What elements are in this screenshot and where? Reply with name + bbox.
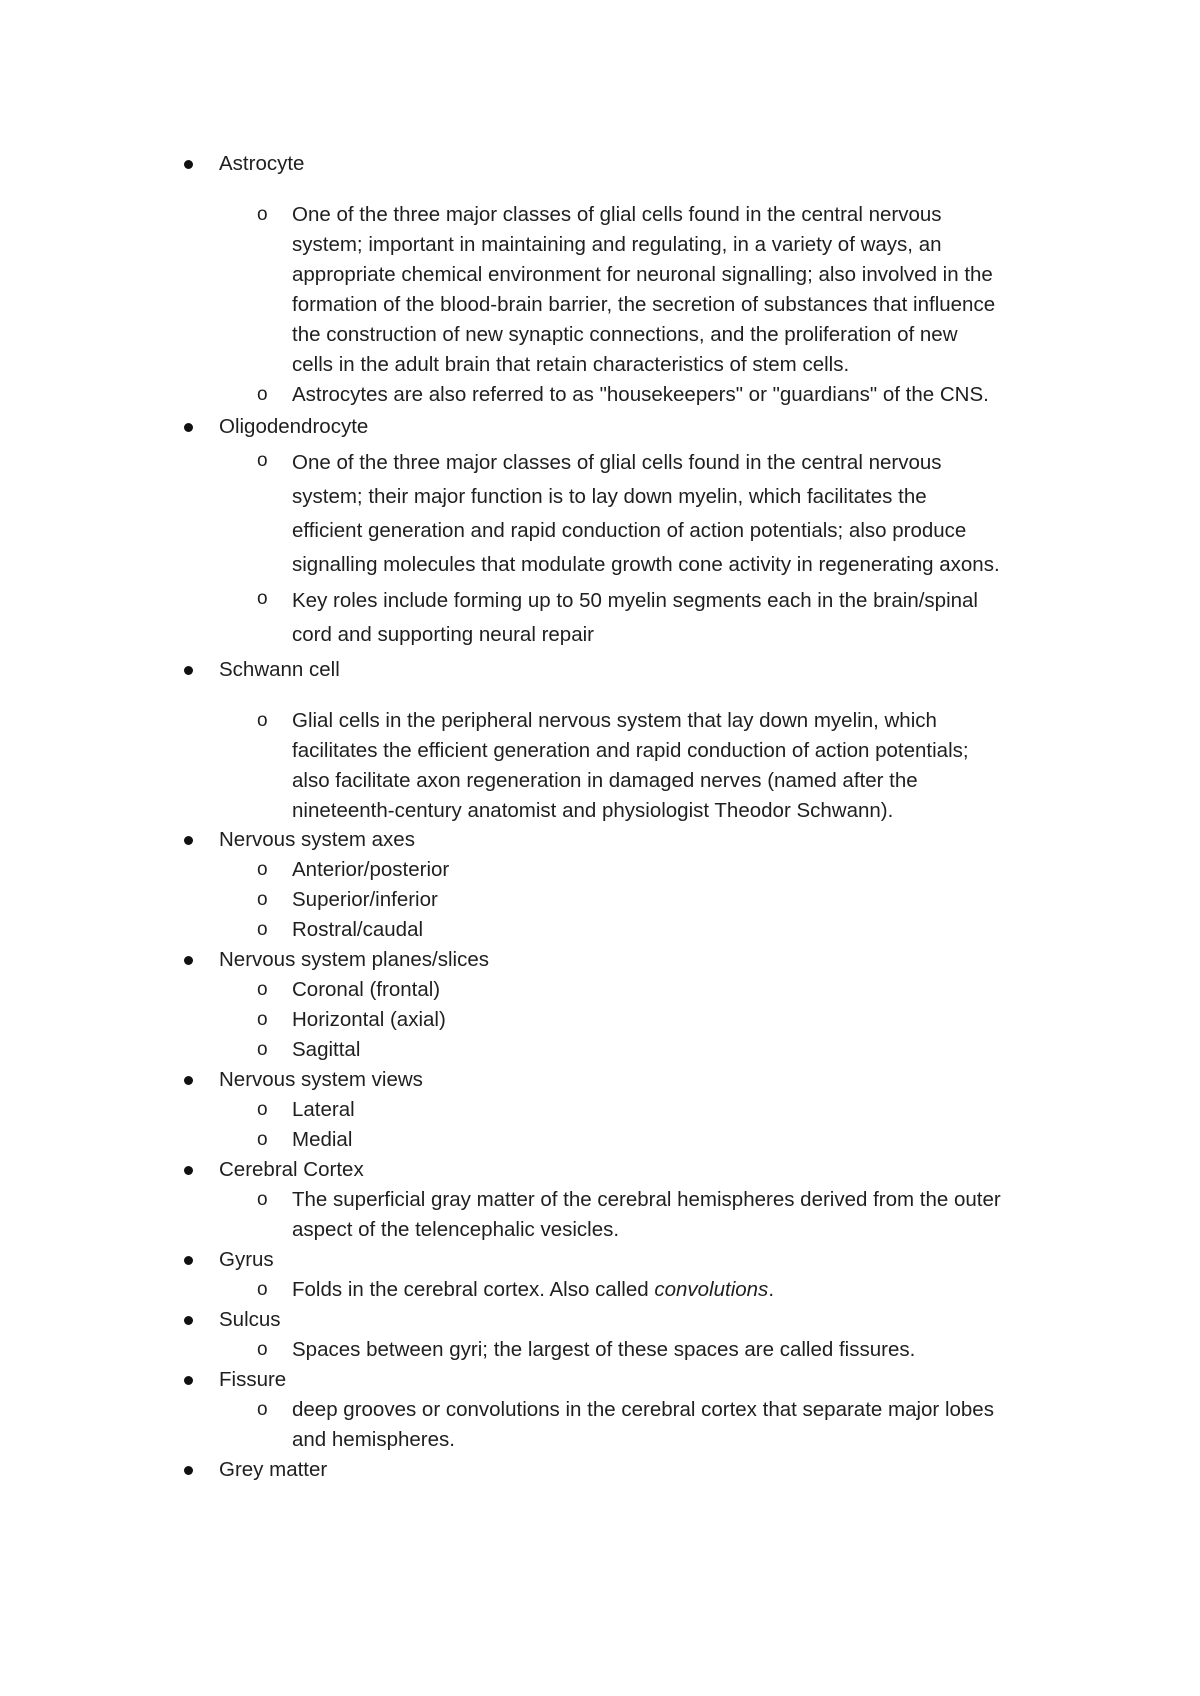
fissure-definition: [292, 1395, 994, 1455]
text-line: aspect of the telencephalic vesicles.: [292, 1218, 620, 1241]
astrocyte-note: Astrocytes are also referred to as "housekeepers" or "guardians" of the CNS.: [292, 383, 989, 406]
text-segment: Folds in the cerebral cortex. Also called: [292, 1278, 655, 1301]
sub-bullet-icon: o: [257, 1339, 268, 1360]
bullet-dot-icon: [184, 1256, 193, 1265]
term-nervous-system-planes: Nervous system planes/slices: [219, 948, 490, 971]
text-line: One of the three major classes of glial cells found in the central nervous: [292, 451, 942, 474]
term-sulcus: Sulcus: [219, 1308, 281, 1331]
text-line: cells in the adult brain that retain characteristics of stem cells.: [292, 353, 850, 376]
sub-bullet-icon: o: [257, 1279, 268, 1300]
views-item: Medial: [292, 1128, 353, 1151]
planes-item: Horizontal (axial): [292, 1008, 446, 1031]
text-line: formation of the blood-brain barrier, the secretion of substances that influence: [292, 293, 996, 316]
text-line: The superficial gray matter of the cerebral hemispheres derived from the outer: [292, 1188, 1001, 1211]
text-line: signalling molecules that modulate growth cone activity in regenerating axons.: [292, 553, 1000, 576]
sub-bullet-icon: o: [257, 889, 268, 910]
sub-bullet-icon: o: [257, 588, 268, 609]
term-fissure: Fissure: [219, 1368, 287, 1391]
term-astrocyte: Astrocyte: [219, 152, 305, 175]
text-segment: .: [768, 1278, 775, 1301]
text-line: also facilitate axon regeneration in damaged nerves (named after the: [292, 769, 918, 792]
bullet-dot-icon: [184, 1376, 193, 1385]
term-schwann-cell: Schwann cell: [219, 658, 340, 681]
sub-bullet-icon: o: [257, 979, 268, 1000]
text-line: efficient generation and rapid conduction of action potentials; also produce: [292, 519, 967, 542]
text-line: One of the three major classes of glial cells found in the central nervous: [292, 203, 942, 226]
bullet-dot-icon: [184, 836, 193, 845]
sub-bullet-icon: o: [257, 1399, 268, 1420]
planes-item: Coronal (frontal): [292, 978, 441, 1001]
bullet-dot-icon: [184, 160, 193, 169]
planes-item: Sagittal: [292, 1038, 361, 1061]
sub-bullet-icon: o: [257, 710, 268, 731]
axes-item: Superior/inferior: [292, 888, 438, 911]
text-line: nineteenth-century anatomist and physiologist Theodor Schwann).: [292, 799, 894, 822]
views-item: Lateral: [292, 1098, 355, 1121]
sub-bullet-icon: o: [257, 450, 268, 471]
text-line: Key roles include forming up to 50 myelin segments each in the brain/spinal: [292, 589, 978, 612]
text-line: facilitates the efficient generation and rapid conduction of action potentials;: [292, 739, 969, 762]
sub-bullet-icon: o: [257, 1009, 268, 1030]
text-line: Glial cells in the peripheral nervous system that lay down myelin, which: [292, 709, 937, 732]
text-line: deep grooves or convolutions in the cerebral cortex that separate major lobes: [292, 1398, 994, 1421]
bullet-dot-icon: [184, 423, 193, 432]
sub-bullet-icon: o: [257, 859, 268, 880]
text-line: and hemispheres.: [292, 1428, 455, 1451]
axes-item: Rostral/caudal: [292, 918, 424, 941]
bullet-dot-icon: [184, 1316, 193, 1325]
bullet-dot-icon: [184, 1166, 193, 1175]
term-cerebral-cortex: Cerebral Cortex: [219, 1158, 364, 1181]
text-line: appropriate chemical environment for neuronal signalling; also involved in the: [292, 263, 993, 286]
bullet-dot-icon: [184, 956, 193, 965]
sulcus-definition: Spaces between gyri; the largest of these spaces are called fissures.: [292, 1338, 916, 1361]
term-oligodendrocyte: Oligodendrocyte: [219, 415, 369, 438]
sub-bullet-icon: o: [257, 1099, 268, 1120]
term-gyrus: Gyrus: [219, 1248, 274, 1271]
sub-bullet-icon: o: [257, 204, 268, 225]
bullet-dot-icon: [184, 666, 193, 675]
term-grey-matter: Grey matter: [219, 1458, 328, 1481]
italic-term: convolutions: [654, 1278, 769, 1301]
bullet-dot-icon: [184, 1076, 193, 1085]
cortex-definition: [292, 1185, 1001, 1245]
term-nervous-system-views: Nervous system views: [219, 1068, 423, 1091]
oligodendrocyte-note: [292, 584, 978, 652]
oligodendrocyte-definition: [292, 446, 1000, 582]
axes-item: Anterior/posterior: [292, 858, 450, 881]
sub-bullet-icon: o: [257, 384, 268, 405]
sub-bullet-icon: o: [257, 1039, 268, 1060]
text-line: system; important in maintaining and regulating, in a variety of ways, an: [292, 233, 942, 256]
sub-bullet-icon: o: [257, 919, 268, 940]
sub-bullet-icon: o: [257, 1189, 268, 1210]
astrocyte-definition: [292, 200, 995, 380]
term-nervous-system-axes: Nervous system axes: [219, 828, 415, 851]
text-line: cord and supporting neural repair: [292, 623, 594, 646]
schwann-definition: [292, 706, 969, 826]
bullet-dot-icon: [184, 1466, 193, 1475]
text-line: system; their major function is to lay down myelin, which facilitates the: [292, 485, 927, 508]
gyrus-definition: [292, 1275, 774, 1305]
text-line: the construction of new synaptic connections, and the proliferation of new: [292, 323, 958, 346]
sub-bullet-icon: o: [257, 1129, 268, 1150]
